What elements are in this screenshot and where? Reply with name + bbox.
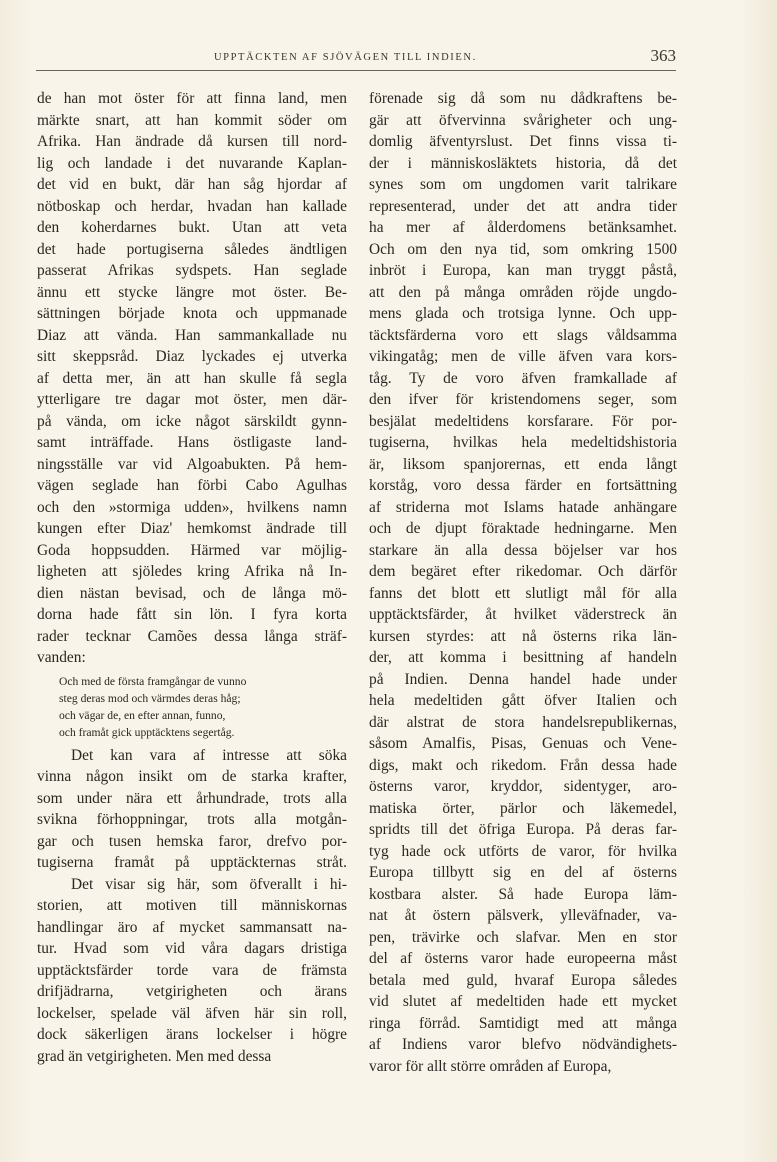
text-line: på vända, om icke något särskildt gynn- bbox=[37, 412, 347, 430]
text-line: ännu ett stycke längre mot öster. Be- bbox=[37, 283, 347, 301]
text-line: gar och tusen hemska faror, drefvo por- bbox=[37, 832, 347, 850]
text-line: förenade sig då som nu dådkraftens be- bbox=[369, 90, 677, 107]
text-line: där alstrat de stora handelsrepublikernas, bbox=[369, 713, 677, 731]
text-line: det hade portugiserna således ändtligen bbox=[37, 240, 347, 258]
verse-line: Och med de första framgångar de vunno bbox=[59, 674, 247, 688]
verse-line: och vägar de, en efter annan, funno, bbox=[59, 708, 226, 722]
text-line: sitt skeppsråd. Diaz lyckades ej utverka bbox=[37, 348, 347, 365]
text-line: af Indiens varor blefvo nödvändighets- bbox=[369, 1036, 677, 1053]
text-line: på Indien. Denna handel hade under bbox=[369, 670, 677, 688]
text-line: vanden: bbox=[37, 649, 86, 666]
text-line: Det kan vara af intresse att söka bbox=[71, 746, 347, 764]
text-line: tyg hade ock utförts de varor, för hvilka bbox=[369, 842, 677, 860]
left-column-text bbox=[37, 88, 347, 669]
text-line: nötboskap och herdar, hvadan han kallade bbox=[37, 197, 347, 215]
header-title: UPPTÄCKTEN AF SJÖVÄGEN TILL INDIEN. bbox=[214, 52, 477, 63]
header-rule bbox=[36, 70, 676, 71]
text-line: nat åt östern pälsverk, ylleväfnader, va- bbox=[369, 907, 677, 924]
text-line: upptäcktsfärder torde vara de främsta bbox=[37, 961, 347, 979]
page-number: 363 bbox=[650, 46, 676, 65]
text-line: märkte snart, att han kommit söder om bbox=[37, 111, 347, 129]
text-line: passerat Afrikas sydspets. Han seglade bbox=[37, 262, 347, 279]
text-line: lockelser, spelade väl äfven här sin roll, bbox=[37, 1004, 347, 1022]
text-line: varor för allt större områden af Europa, bbox=[369, 1057, 612, 1075]
text-line: pen, trävirke och slafvar. Men en stor bbox=[369, 928, 677, 946]
text-line: dock säkerligen ärans lockelser i högre bbox=[37, 1026, 347, 1043]
right-column bbox=[369, 88, 677, 1077]
text-line: besjälat medeltidens korsfarare. För por- bbox=[369, 412, 677, 430]
text-line: spridts till det öfriga Europa. På deras far- bbox=[369, 821, 677, 838]
text-line: ha mer af ålderdomens betänksamhet. bbox=[369, 219, 677, 236]
text-line: Afrika. Han ändrade då kursen till nord- bbox=[37, 133, 347, 150]
text-line: som under nära ett århundrade, trots alla bbox=[37, 789, 347, 807]
text-line: Och om den nya tid, som omkring 1500 bbox=[369, 240, 677, 258]
text-line: ytterligare tre dagar mot öster, men där- bbox=[37, 391, 347, 408]
text-line: matiska örter, pärlor och läkemedel, bbox=[369, 799, 677, 817]
text-line: vid slutet af medeltiden hade ett mycket bbox=[369, 993, 677, 1010]
text-line: hela medeltiden gått öfver Italien och bbox=[369, 692, 677, 709]
text-line: tugiserna framåt på upptäckternas stråt. bbox=[37, 854, 347, 871]
text-line: handlingar äro af mycket sammansatt na- bbox=[37, 918, 347, 936]
text-line: samt inträffade. Hans östligaste land- bbox=[37, 434, 347, 451]
text-line: synes som om ungdomen varit talrikare bbox=[369, 176, 677, 193]
text-line: grad än vetgirigheten. Men med dessa bbox=[37, 1047, 272, 1065]
text-line: dem begäret efter rikedomar. Och därför bbox=[369, 563, 677, 580]
text-line: österns varor, kryddor, sidentyger, aro- bbox=[369, 778, 677, 795]
text-line: ligheten att sjöledes kring Afrika nå In- bbox=[37, 563, 347, 580]
text-line: upptäcktsfärder, åt hvilket väderstreck än bbox=[369, 606, 677, 623]
text-line: gär att öfvervinna svårigheter och ung- bbox=[369, 111, 677, 129]
text-line: representerad, under det att andra tider bbox=[369, 197, 677, 215]
right-column-text bbox=[369, 88, 677, 1077]
text-line: drifjädrarna, vetgirigheten och ärans bbox=[37, 983, 347, 1000]
text-line: kursen styrdes: att nå österns rika län- bbox=[369, 627, 677, 645]
text-line: tur. Hvad som vid våra dagars dristiga bbox=[37, 940, 347, 957]
text-line: lig och landade i det nuvarande Kaplan- bbox=[37, 154, 347, 172]
text-line: sättningen började knota och uppmanade bbox=[37, 305, 347, 322]
text-line: mens glada och trotsiga lynne. Och upp- bbox=[369, 305, 677, 322]
text-line: Europa tillbytt sig en del af österns bbox=[369, 864, 677, 881]
text-line: vinna någon insikt om de starka krafter, bbox=[37, 768, 347, 785]
text-line: del af österns varor hade europeerna måst bbox=[369, 950, 677, 967]
text-line: vikingatåg; men de ville äfven vara kors- bbox=[369, 348, 677, 365]
text-line: att den på många områden röjde ungdo- bbox=[369, 283, 677, 301]
text-line: ningsställe var vid Algoabukten. På hem- bbox=[37, 455, 347, 473]
left-column bbox=[37, 88, 347, 1067]
text-line: starkare än alla dessa böjelser var hos bbox=[369, 541, 677, 559]
text-line: fanns det blott ett slutligt mål för alla bbox=[369, 584, 677, 602]
text-line: den ifver för kristendomens seger, som bbox=[369, 391, 677, 408]
text-line: Goda hoppsudden. Härmed var möjlig- bbox=[37, 541, 347, 559]
text-line: rader tecknar Camões dessa långa sträf- bbox=[37, 627, 347, 645]
text-line: tåg. Ty de voro äfven framkallade af bbox=[369, 369, 677, 387]
text-line: Det visar sig här, som öfverallt i hi- bbox=[71, 875, 347, 893]
text-line: svikna förhoppningar, trots alla motgån- bbox=[37, 811, 347, 828]
text-line: kungen efter Diaz' hemkomst ändrade till bbox=[37, 520, 347, 537]
verse-line: steg deras mod och värmdes deras håg; bbox=[59, 691, 241, 705]
text-line: der, att komma i besittning af handeln bbox=[369, 649, 677, 666]
verse-line: och framåt gick upptäcktens segertåg. bbox=[59, 725, 235, 739]
text-line: och de djupt föraktade hedningarne. Men bbox=[369, 520, 677, 537]
text-line: Diaz att vända. Han sammankallade nu bbox=[37, 326, 347, 344]
text-line: korståg, voro dessa färder en fortsättning bbox=[369, 477, 677, 494]
text-line: tugiserna, hvilkas hela medeltidshistoria bbox=[369, 434, 677, 451]
text-line: der i människosläktets historia, då det bbox=[369, 154, 677, 172]
text-line: kostbara alster. Så hade Europa läm- bbox=[369, 885, 677, 903]
text-line: den koherdarnes bukt. Utan att veta bbox=[37, 219, 347, 236]
text-line: ringa förråd. Samtidigt med att många bbox=[369, 1014, 677, 1032]
text-line: dien nästan bevisad, och de långa mö- bbox=[37, 584, 347, 602]
running-header bbox=[36, 48, 676, 78]
text-line: det vid en bukt, där han såg hjordar af bbox=[37, 176, 347, 193]
text-line: såsom Amalfis, Pisas, Genuas och Vene- bbox=[369, 735, 677, 752]
text-line: täcktsfärderna voro ett slags våldsamma bbox=[369, 326, 677, 344]
text-line: dorna hade fått sin lön. I fyra korta bbox=[37, 606, 347, 623]
text-line: af striderna mot Islams hatade anhängare bbox=[369, 498, 677, 516]
text-line: inbröt i Europa, kan man tryggt påstå, bbox=[369, 262, 677, 279]
left-column-text-continued bbox=[37, 745, 347, 1068]
text-line: betala med guld, hvaraf Europa således bbox=[369, 971, 677, 989]
text-line: digs, makt och rikedom. Från dessa hade bbox=[369, 756, 677, 774]
text-line: storien, att motiven till människornas bbox=[37, 897, 347, 914]
text-line: är, liksom spanjorernas, ett enda långt bbox=[369, 455, 677, 473]
text-line: och den »stormiga udden», hvilkens namn bbox=[37, 498, 347, 516]
text-line: vägen seglade han förbi Cabo Agulhas bbox=[37, 477, 347, 494]
text-line: af detta mer, än att han skulle få segla bbox=[37, 369, 347, 387]
text-line: domlig äfventyrslust. Det finns vissa ti- bbox=[369, 133, 677, 150]
text-line: de han mot öster för att finna land, men bbox=[37, 90, 347, 107]
verse-quote bbox=[37, 673, 347, 741]
